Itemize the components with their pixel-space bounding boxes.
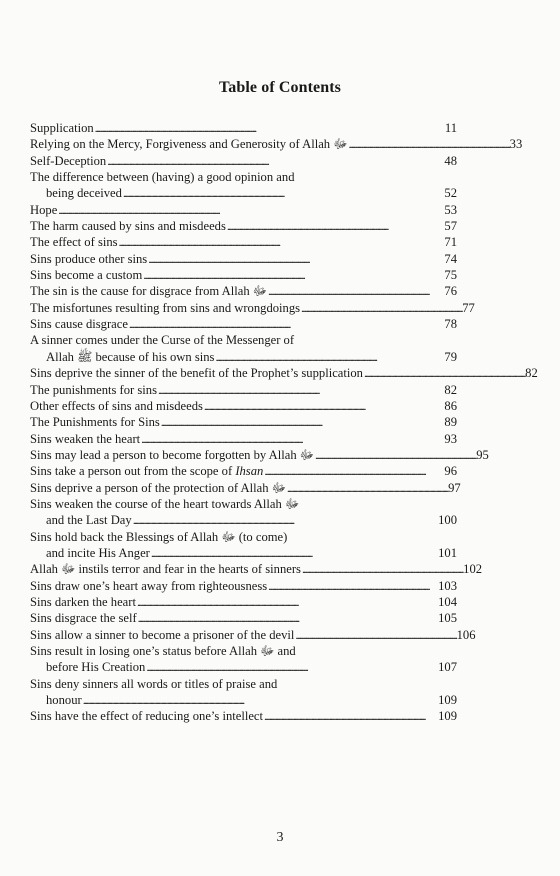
toc-entry-page: 89 bbox=[444, 415, 457, 430]
toc-entry-row bbox=[30, 365, 538, 381]
toc-entry bbox=[30, 283, 457, 299]
dot-leader bbox=[143, 267, 443, 283]
dot-leader bbox=[268, 578, 437, 594]
toc-entry-page: 106 bbox=[456, 627, 476, 642]
toc-entry-row bbox=[30, 431, 457, 447]
toc-entry-page: 48 bbox=[444, 153, 457, 168]
dot-leader bbox=[146, 659, 437, 675]
toc-entry-page: 82 bbox=[525, 366, 538, 381]
toc-entry-title: and the Last Day bbox=[46, 513, 132, 528]
dot-leader bbox=[148, 251, 443, 267]
toc-entry-title-line: Sins result in losing one’s status before Allah ﷻ and bbox=[30, 644, 296, 658]
toc-entry-page: 75 bbox=[444, 268, 457, 283]
dot-leader bbox=[95, 120, 444, 136]
toc-entry-page: 79 bbox=[444, 349, 457, 364]
toc-entry-title: Sins draw one’s heart away from righteousness bbox=[30, 578, 268, 593]
toc-entry bbox=[30, 136, 523, 152]
toc-entry-row bbox=[30, 708, 457, 724]
toc-entry-title: honour bbox=[46, 693, 82, 708]
toc-entry bbox=[30, 447, 489, 463]
dot-leader bbox=[137, 594, 437, 610]
toc-entry bbox=[30, 676, 457, 709]
dot-leader bbox=[264, 708, 437, 724]
dot-leader bbox=[301, 300, 461, 316]
toc-entry bbox=[30, 708, 457, 724]
table-of-contents bbox=[30, 120, 538, 725]
toc-entry-title: Sins have the effect of reducing one’s intellect bbox=[30, 709, 264, 724]
toc-entry-row bbox=[30, 120, 457, 136]
dot-leader bbox=[151, 545, 437, 561]
toc-entry-row bbox=[30, 545, 457, 561]
toc-entry bbox=[30, 316, 457, 332]
toc-entry bbox=[30, 431, 457, 447]
toc-entry-row bbox=[30, 218, 457, 234]
toc-entry-title: Self-Deception bbox=[30, 153, 107, 168]
dot-leader bbox=[227, 218, 444, 234]
toc-entry-row bbox=[30, 251, 457, 267]
toc-entry bbox=[30, 414, 457, 430]
toc-entry bbox=[30, 332, 457, 365]
toc-entry-title-line: Sins deny sinners all words or titles of praise and bbox=[30, 676, 278, 691]
toc-entry-page: 97 bbox=[448, 480, 461, 495]
toc-entry-row bbox=[30, 316, 457, 332]
toc-entry-title: Sins become a custom bbox=[30, 268, 143, 283]
toc-entry bbox=[30, 267, 457, 283]
toc-entry-page: 53 bbox=[444, 202, 457, 217]
dot-leader bbox=[287, 480, 447, 496]
toc-entry-page: 76 bbox=[444, 284, 457, 299]
dot-leader bbox=[161, 414, 444, 430]
toc-entry bbox=[30, 578, 457, 594]
toc-entry-page: 77 bbox=[462, 300, 475, 315]
toc-entry-page: 57 bbox=[444, 219, 457, 234]
dot-leader bbox=[158, 382, 443, 398]
toc-entry-row bbox=[30, 300, 475, 316]
dot-leader bbox=[129, 316, 443, 332]
toc-entry-row bbox=[30, 382, 457, 398]
toc-entry-title: before His Creation bbox=[46, 660, 146, 675]
toc-entry bbox=[30, 120, 457, 136]
toc-entry-row bbox=[30, 610, 457, 626]
toc-entry-page: 11 bbox=[444, 121, 457, 135]
toc-entry-page: 93 bbox=[444, 431, 457, 446]
toc-entry-title: and incite His Anger bbox=[46, 545, 150, 560]
toc-entry-title-line: Sins hold back the Blessings of Allah ﷻ (to come) bbox=[30, 529, 288, 544]
toc-entry-title: Sins deprive the sinner of the benefit of the Prophet’s supplication bbox=[30, 366, 363, 381]
toc-entry-row bbox=[30, 659, 457, 675]
toc-entry-row bbox=[30, 561, 483, 577]
toc-entry-title: The misfortunes resulting from sins and wrongdoings bbox=[30, 300, 301, 315]
toc-entry bbox=[30, 234, 457, 250]
toc-entry-title: Sins deprive a person of the protection of Allah ﷻ bbox=[30, 480, 286, 495]
toc-entry-title: being deceived bbox=[46, 186, 122, 201]
toc-entry-title: The effect of sins bbox=[30, 235, 118, 250]
dot-leader bbox=[83, 692, 437, 708]
toc-entry-row bbox=[30, 414, 457, 430]
toc-entry bbox=[30, 480, 461, 496]
toc-entry-title: Other effects of sins and misdeeds bbox=[30, 398, 203, 413]
toc-entry-row bbox=[30, 627, 476, 643]
toc-entry-page: 109 bbox=[438, 693, 457, 708]
toc-entry-page: 33 bbox=[509, 137, 523, 152]
toc-entry-row bbox=[30, 234, 457, 250]
toc-entry bbox=[30, 382, 457, 398]
toc-entry-row bbox=[30, 202, 457, 218]
toc-entry-page: 105 bbox=[438, 611, 457, 626]
toc-entry-page: 82 bbox=[444, 382, 457, 397]
page-title: Table of Contents bbox=[218, 79, 341, 96]
toc-entry-title: The punishments for sins bbox=[30, 382, 157, 397]
toc-entry-title: Sins weaken the heart bbox=[30, 431, 141, 446]
toc-entry-row bbox=[30, 480, 461, 496]
toc-entry bbox=[30, 169, 457, 202]
toc-entry bbox=[30, 218, 457, 234]
toc-entry-page: 71 bbox=[444, 235, 457, 250]
toc-entry-title: Allah ﷺ because of his own sins bbox=[46, 349, 215, 364]
toc-entry-row bbox=[30, 594, 457, 610]
dot-leader bbox=[119, 234, 444, 250]
toc-entry bbox=[30, 153, 457, 169]
toc-entry bbox=[30, 463, 457, 479]
toc-entry-row bbox=[30, 578, 457, 594]
toc-entry-row bbox=[30, 692, 457, 708]
dot-leader bbox=[204, 398, 444, 414]
toc-entry bbox=[30, 627, 476, 643]
toc-entry bbox=[30, 496, 457, 529]
toc-entry bbox=[30, 561, 483, 577]
toc-entry-row bbox=[30, 283, 457, 299]
toc-entry-row bbox=[30, 398, 457, 414]
dot-leader bbox=[264, 463, 443, 479]
toc-entry-title: The harm caused by sins and misdeeds bbox=[30, 219, 226, 234]
page-number: 3 bbox=[276, 830, 284, 845]
toc-entry-title: The Punishments for Sins bbox=[30, 415, 160, 430]
toc-entry-title: Sins may lead a person to become forgotten by Allah ﷻ bbox=[30, 447, 314, 462]
toc-entry-page: 102 bbox=[463, 562, 483, 577]
dot-leader bbox=[123, 185, 444, 201]
toc-entry bbox=[30, 300, 475, 316]
toc-entry-page: 104 bbox=[438, 594, 457, 609]
dot-leader bbox=[133, 512, 437, 528]
dot-leader bbox=[107, 153, 443, 169]
dot-leader bbox=[348, 136, 508, 152]
toc-entry bbox=[30, 594, 457, 610]
toc-entry-row bbox=[30, 136, 523, 152]
toc-entry-page: 95 bbox=[476, 447, 489, 462]
toc-entry-page: 109 bbox=[438, 709, 457, 724]
dot-leader bbox=[302, 561, 462, 577]
toc-entry-title: Sins take a person out from the scope of Ihsan bbox=[30, 464, 264, 479]
toc-entry-page: 107 bbox=[438, 660, 457, 675]
dot-leader bbox=[364, 365, 524, 381]
toc-entry-row bbox=[30, 185, 457, 201]
toc-entry bbox=[30, 202, 457, 218]
toc-entry bbox=[30, 365, 538, 381]
toc-entry-page: 86 bbox=[444, 398, 457, 413]
toc-entry-title: Hope bbox=[30, 202, 58, 217]
dot-leader bbox=[268, 283, 443, 299]
toc-entry bbox=[30, 610, 457, 626]
toc-entry-title-line: A sinner comes under the Curse of the Messenger of bbox=[30, 333, 295, 348]
toc-entry-row bbox=[30, 349, 457, 365]
toc-entry-title-line: The difference between (having) a good opinion and bbox=[30, 170, 295, 185]
toc-entry bbox=[30, 398, 457, 414]
toc-entry-page: 96 bbox=[444, 464, 457, 479]
toc-entry-title: The sin is the cause for disgrace from Allah ﷻ bbox=[30, 284, 267, 299]
toc-entry-row bbox=[30, 512, 457, 528]
toc-entry-title: Sins cause disgrace bbox=[30, 317, 128, 332]
toc-entry-title: Allah ﷻ instils terror and fear in the hearts of sinners bbox=[30, 562, 301, 577]
dot-leader bbox=[315, 447, 475, 463]
toc-entry-page: 74 bbox=[444, 251, 457, 266]
toc-entry-title: Sins allow a sinner to become a prisoner of the devil bbox=[30, 627, 295, 642]
toc-entry-page: 100 bbox=[438, 513, 457, 528]
toc-entry-row bbox=[30, 267, 457, 283]
toc-entry-page: 52 bbox=[444, 186, 457, 201]
toc-entry bbox=[30, 251, 457, 267]
toc-entry-title: Supplication bbox=[30, 121, 94, 135]
toc-entry-title: Sins disgrace the self bbox=[30, 611, 137, 626]
dot-leader bbox=[138, 610, 437, 626]
toc-entry-page: 78 bbox=[444, 317, 457, 332]
toc-entry-title: Relying on the Mercy, Forgiveness and Generosity of Allah ﷻ bbox=[30, 137, 348, 152]
toc-entry bbox=[30, 529, 457, 562]
italic-term: Ihsan bbox=[235, 464, 264, 479]
toc-entry-row bbox=[30, 447, 489, 463]
toc-entry-title-line: Sins weaken the course of the heart towards Allah ﷻ bbox=[30, 496, 300, 511]
dot-leader bbox=[58, 202, 443, 218]
dot-leader bbox=[141, 431, 443, 447]
dot-leader bbox=[295, 627, 455, 643]
toc-entry-page: 101 bbox=[438, 545, 457, 560]
toc-entry bbox=[30, 643, 457, 676]
toc-entry-row bbox=[30, 153, 457, 169]
toc-entry-title: Sins produce other sins bbox=[30, 251, 148, 266]
toc-entry-row bbox=[30, 463, 457, 479]
dot-leader bbox=[215, 349, 443, 365]
toc-entry-title: Sins darken the heart bbox=[30, 594, 136, 609]
toc-entry-page: 103 bbox=[438, 578, 457, 593]
